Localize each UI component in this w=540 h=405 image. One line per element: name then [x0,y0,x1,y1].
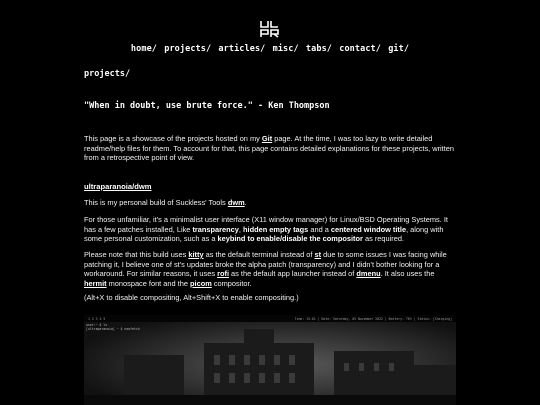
dmenu-link[interactable]: dmenu [356,269,381,279]
dwm-link[interactable]: dwm [227,198,245,207]
p2-text-3: , along with some personal customization, such as a [84,224,444,244]
centered-title-bold: centered window title [330,224,407,234]
compositor-keybind-bold: keybind to enable/disable the compositor [217,234,363,244]
picom-link[interactable]: picom [190,278,212,288]
screenshot-status: Time: 15:01 | Date: Saturday, 05 November 2022 | Battery: 76% | Status: [Charging] [294,317,452,321]
project-paragraph-3 [84,250,456,288]
intro-text: This page is a showcase of the projects hosted on my [84,134,262,143]
nav-git[interactable]: git/ [388,44,410,54]
page-title: projects/ [84,69,131,79]
p3-text-end: compositor. [211,278,252,288]
project-paragraph-2 [84,215,456,244]
kitty-link[interactable]: kitty [188,250,204,259]
project-paragraph-1 [84,198,456,208]
intro-paragraph [84,134,456,163]
p3-text: Please note that this build uses [84,250,189,259]
intro-text-end: page. At the time, I was too lazy to write detailed readme/help files for them. To account for that, this page contains detailed explanations for these projects, written from a retrospective point of view. [84,134,455,163]
p1-text-end: . [244,198,247,207]
screenshot-tags: 1 2 3 4 5 [88,317,106,321]
screenshot-statusbar [84,315,456,322]
p2-text-end: as required. [362,234,404,244]
nav-contact[interactable]: contact/ [339,44,381,54]
nav-tabs[interactable]: tabs/ [305,44,333,54]
p3-text-2: as the default terminal instead of [203,250,315,259]
p2-text: For those unfamiliar, it's a minimalist user interface (X11 window manager) for Linux/BSD Operating Systems. It has a few patches installed, Like [84,215,448,234]
p3-text-5: . It also uses the [380,269,435,279]
project-title-link[interactable]: ultraparanoia/dwm [84,182,152,191]
transparency-bold: transparency [192,224,239,234]
main-nav [0,44,540,54]
p1-text: This is my personal build of Suckless' Tools [84,198,228,207]
p2-text-2: and a [308,224,331,234]
nav-home[interactable]: home/ [130,44,158,54]
hermit-link[interactable]: hermit [84,278,107,288]
p3-text-3: due to some issues I was facing while patching it, I believe one of st's updates broke the alpha patch (transparency) and I didn't bother looking for a workaround. For similar reasons, it uses [84,250,447,279]
nav-projects[interactable]: projects/ [164,44,212,54]
dwm-screenshot [84,315,456,405]
p3-text-6: monospace font and the [106,278,191,288]
nav-articles[interactable]: articles/ [218,44,266,54]
nav-misc[interactable]: misc/ [272,44,299,54]
quote: "When in doubt, use brute force." - Ken Thompson [84,101,330,111]
p3-text-4: as the default app launcher instead of [229,269,357,279]
git-link[interactable]: Git [261,134,273,143]
hidden-tags-bold: hidden empty tags [243,224,309,234]
st-link[interactable]: st [314,250,322,259]
terminal-line: [ultraparanoia] ~ $ neofetch [86,327,140,331]
terminal-line: user:~ $ ls [86,323,108,327]
rofi-link[interactable]: rofi [217,269,229,279]
project-paragraph-4: (Alt+X to disable compositing, Alt+Shift+X to enable compositing.) [84,293,299,302]
p2-sep: , [238,224,243,234]
logo-icon[interactable] [260,20,280,38]
screenshot-terminal [86,323,140,331]
